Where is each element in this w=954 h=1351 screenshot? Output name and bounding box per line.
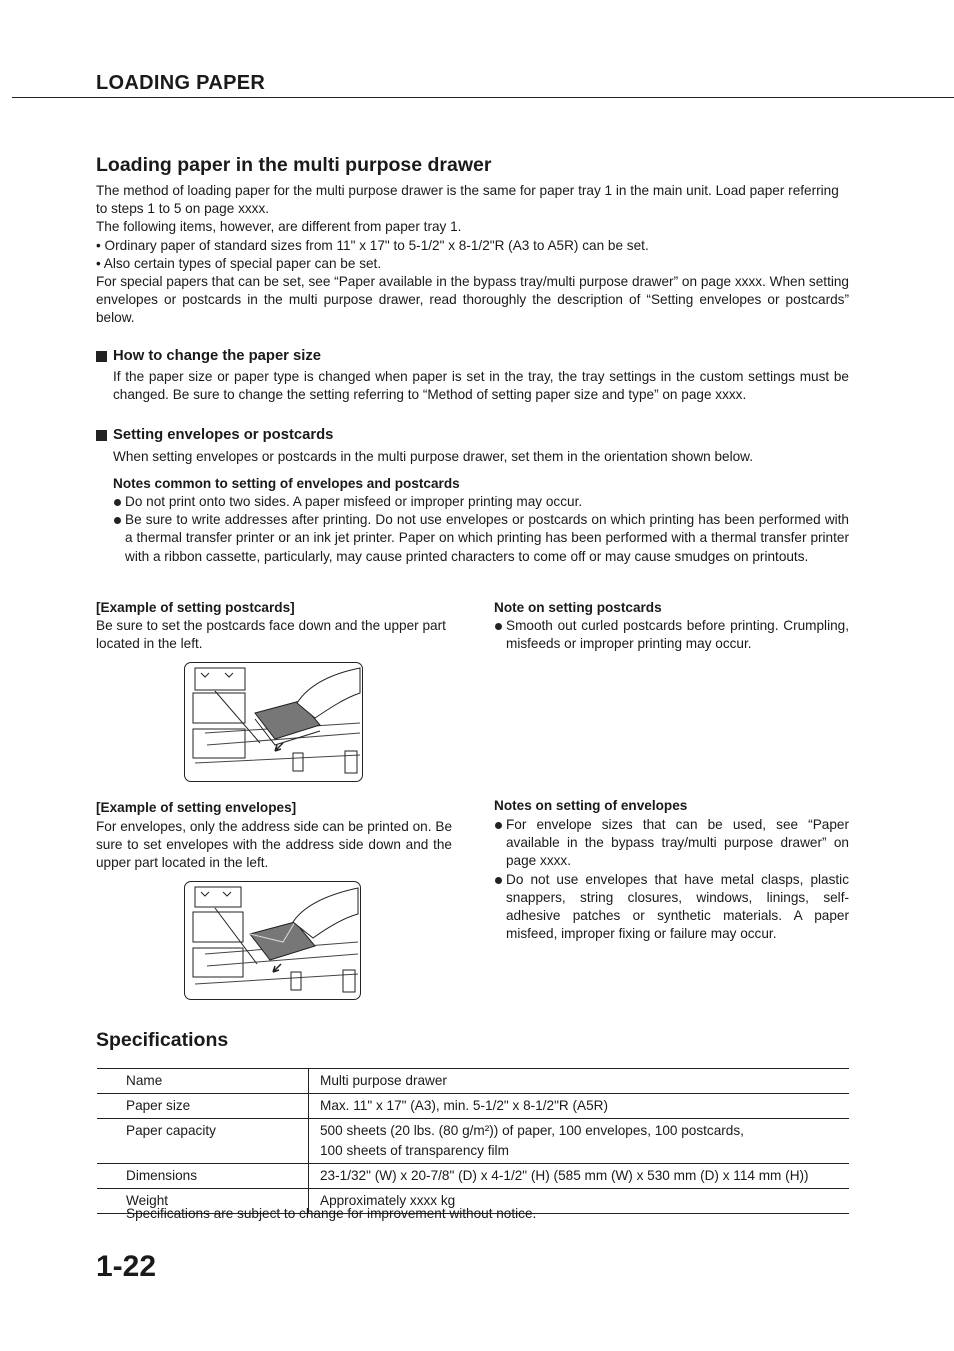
section-intro bbox=[96, 182, 849, 328]
envelopes-text: When setting envelopes or postcards in the multi purpose drawer, set them in the orientation shown below. bbox=[113, 449, 754, 464]
postcards-illustration bbox=[184, 662, 363, 782]
list-item: For envelope sizes that can be used, see “Paper available in the bypass tray/multi purpose drawer” on page xxxx. bbox=[494, 816, 849, 871]
table-row bbox=[97, 1119, 849, 1164]
paper-size-heading-text: How to change the paper size bbox=[113, 348, 322, 364]
spec-value: Max. 11" x 17" (A3), min. 5-1/2" x 8-1/2"R (A5R) bbox=[309, 1094, 850, 1119]
spec-label: Name bbox=[97, 1069, 309, 1094]
spec-label: Dimensions bbox=[97, 1164, 309, 1189]
spec-label: Paper size bbox=[97, 1094, 309, 1119]
spec-value: 23-1/32" (W) x 20-7/8" (D) x 4-1/2" (H) (585 mm (W) x 530 mm (D) x 114 mm (H)) bbox=[309, 1164, 850, 1189]
table-row bbox=[97, 1094, 849, 1119]
specs-table bbox=[97, 1068, 849, 1214]
postcards-note bbox=[494, 617, 849, 653]
drawer-postcards-drawing bbox=[185, 663, 362, 781]
spec-value: Multi purpose drawer bbox=[309, 1069, 850, 1094]
intro-paragraph: The following items, however, are different from paper tray 1. bbox=[96, 219, 462, 235]
paper-size-heading bbox=[96, 348, 321, 364]
envelopes-heading-text: Setting envelopes or postcards bbox=[113, 427, 334, 443]
spec-value-line: 100 sheets of transparency film bbox=[320, 1143, 509, 1158]
common-notes bbox=[113, 493, 849, 566]
header-rule bbox=[12, 97, 954, 98]
postcards-example-text: Be sure to set the postcards face down and the upper part located in the left. bbox=[96, 618, 446, 652]
table-row bbox=[97, 1164, 849, 1189]
list-item: Smooth out curled postcards before printing. Crumpling, misfeeds or improper printing may occur. bbox=[494, 617, 849, 653]
spec-value: Approximately xxxx kg bbox=[309, 1189, 850, 1214]
list-item: Do not print onto two sides. A paper misfeed or improper printing may occur. bbox=[113, 493, 849, 511]
paper-size-text: If the paper size or paper type is changed when paper is set in the tray, the tray settings in the custom settings must be changed. Be sure to change the setting referring to “Method of setting paper size and type” on page xxxx. bbox=[113, 369, 849, 403]
postcards-note-title: Note on setting postcards bbox=[494, 600, 662, 615]
square-bullet-icon bbox=[96, 351, 107, 362]
square-bullet-icon bbox=[96, 430, 107, 441]
drawer-envelopes-drawing bbox=[185, 882, 360, 999]
envelopes-example-text: For envelopes, only the address side can be printed on. Be sure to set envelopes with the address side down and the upper part located in the left. bbox=[96, 819, 452, 871]
envelopes-heading bbox=[96, 427, 333, 443]
intro-bullet: • Ordinary paper of standard sizes from 11" x 17" to 5-1/2" x 8-1/2"R (A3 to A5R) can be set. bbox=[96, 237, 649, 253]
spec-label: Weight bbox=[97, 1189, 309, 1214]
common-notes-title: Notes common to setting of envelopes and postcards bbox=[113, 476, 460, 491]
list-item: Do not use envelopes that have metal clasps, plastic snappers, string closures, windows, linings, self-adhesive patches or synthetic materials. A paper misfeed, improper fixing or failure may occur. bbox=[494, 871, 849, 944]
postcards-example-title: [Example of setting postcards] bbox=[96, 600, 295, 615]
envelopes-note bbox=[494, 816, 849, 943]
intro-paragraph: The method of loading paper for the multi purpose drawer is the same for paper tray 1 in the main unit. Load paper referring to steps 1 to 5 on page xxxx. bbox=[96, 183, 839, 217]
intro-paragraph: For special papers that can be set, see “Paper available in the bypass tray/multi purpose drawer” on page xxxx. When setting envelopes or postcards in the multi purpose drawer, read thoroughly the description of “Setting envelopes or postcards” below. bbox=[96, 274, 849, 326]
table-row bbox=[97, 1069, 849, 1094]
section-title: Loading paper in the multi purpose drawer bbox=[96, 154, 492, 176]
envelopes-example-title: [Example of setting envelopes] bbox=[96, 800, 297, 815]
spec-label: Paper capacity bbox=[97, 1119, 309, 1164]
specs-title: Specifications bbox=[96, 1029, 229, 1051]
specs-footnote: Specifications are subject to change for improvement without notice. bbox=[126, 1206, 537, 1221]
envelopes-note-title: Notes on setting of envelopes bbox=[494, 798, 688, 813]
page-number: 1-22 bbox=[96, 1250, 157, 1283]
page-header-title: LOADING PAPER bbox=[96, 72, 266, 94]
spec-value bbox=[309, 1119, 850, 1164]
spec-value-line: 500 sheets (20 lbs. (80 g/m²)) of paper, 100 envelopes, 100 postcards, bbox=[320, 1123, 744, 1138]
list-item: Be sure to write addresses after printing. Do not use envelopes or postcards on which printing has been performed with a thermal transfer printer or an ink jet printer. Paper on which printing has been performed with a thermal transfer printer with a ribbon cassette, particularly, may cause printed characters to come off or may cause smudges on printouts. bbox=[113, 511, 849, 566]
intro-bullet: • Also certain types of special paper can be set. bbox=[96, 255, 382, 271]
envelopes-illustration bbox=[184, 881, 361, 1000]
specs-table-wrapper bbox=[97, 1068, 849, 1214]
